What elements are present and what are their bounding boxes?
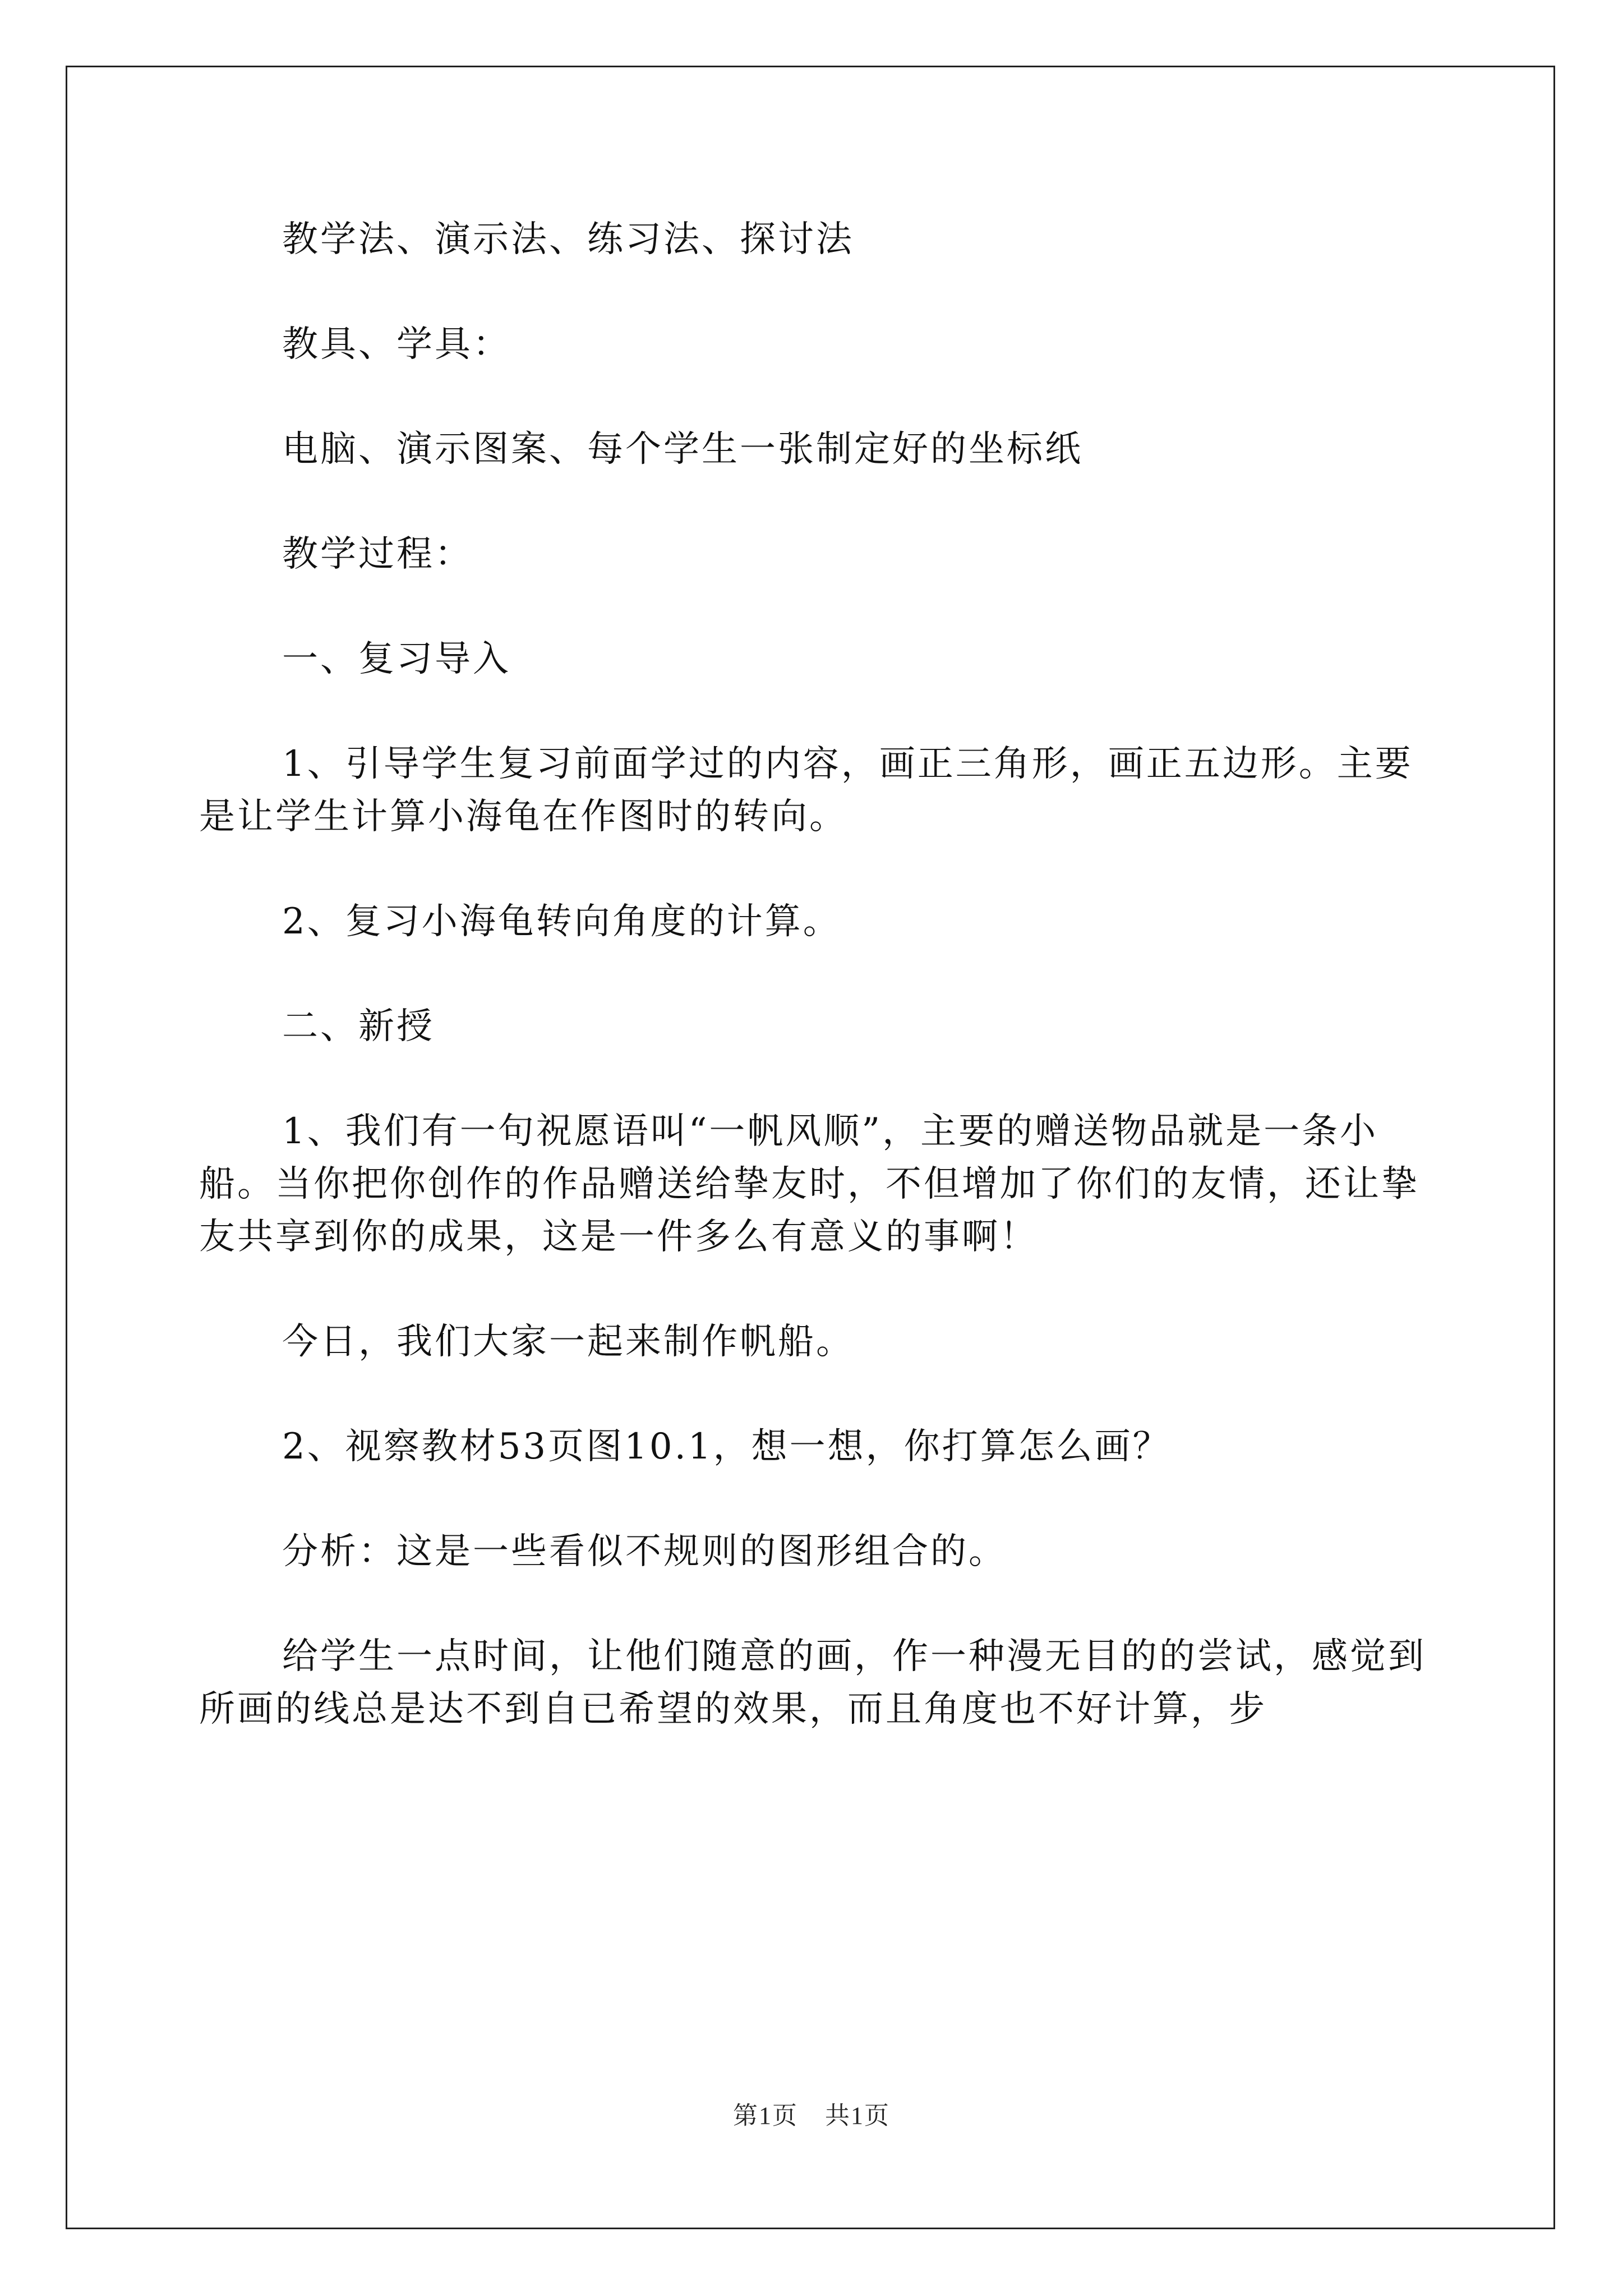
page-total: 共1页: [825, 2102, 890, 2129]
paragraph-tools: 电脑、演示图案、每个学生一张制定好的坐标纸: [282, 429, 1083, 470]
paragraph-review-2: 2、复习小海龟转向角度的计算。: [282, 901, 841, 942]
paragraph-review-1: 1、引导学生复习前面学过的内容，画正三角形，画正五边形。主要是让学生计算小海龟在作图时的转向。: [199, 743, 1413, 838]
paragraph-tools-heading: 教具、学具：: [282, 324, 511, 365]
section-heading-review: 一、复习导入: [282, 638, 511, 680]
paragraph-new-1: 1、我们有一句祝愿语叫“一帆风顺”，主要的赠送物品就是一条小船。当你把你创作的作品赠送给挚友时，不但增加了你们的友情，还让挚友共享到你的成果，这是一件多么有意义的事啊！: [199, 1111, 1419, 1258]
paragraph-practice: 给学生一点时间，让他们随意的画，作一种漫无目的的尝试，感觉到所画的线总是达不到自已希望的效果，而且角度也不好计算，步: [199, 1636, 1426, 1730]
paragraph-new-2: 2、视察教材53页图10.1，想一想，你打算怎么画？: [282, 1426, 1171, 1467]
section-heading-new: 二、新授: [282, 1006, 435, 1047]
paragraph-analysis: 分析：这是一些看似不规则的图形组合的。: [282, 1531, 1007, 1572]
page-number: 第1页: [733, 2102, 798, 2129]
page-footer: [0, 2095, 1623, 2131]
paragraph-methods: 教学法、演示法、练习法、探讨法: [282, 219, 854, 260]
paragraph-process-heading: 教学过程：: [282, 533, 473, 575]
paragraph-today: 今日，我们大家一起来制作帆船。: [282, 1321, 854, 1363]
document-body: [199, 213, 1433, 1788]
